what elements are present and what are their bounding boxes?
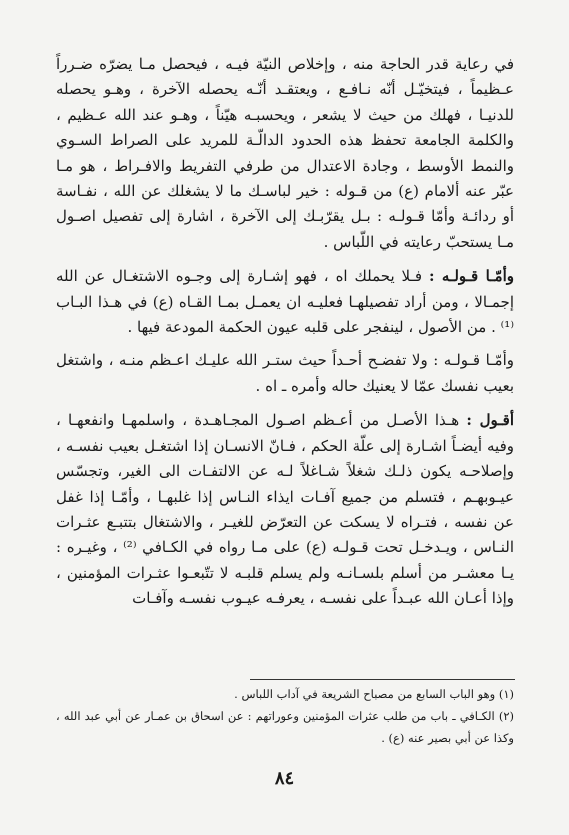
paragraph-2-text: فـلا يحملك اه ، فهو إشـارة إلى وجـوه الاشتغـال عن الله إجمـالا ، ومن أراد تفصيلهـا فعليـه ان يعمـل بمـا القـاه (ع) في هـذا البـاب ⁽¹⁾ . من الأصول ، لينفجر على قلبه عيون الحكمة المودعة فيها . — [56, 267, 514, 337]
paragraph-1 — [56, 52, 514, 255]
page-number: ٨٤ — [274, 768, 295, 789]
footnotes — [56, 683, 514, 749]
main-text — [56, 52, 514, 612]
footnote-divider — [250, 679, 515, 680]
paragraph-4 — [56, 408, 514, 611]
paragraph-2 — [56, 264, 514, 340]
paragraph-4-text: هـذا الأصـل من أعـظم اصـول المجـاهـدة ، واسلمهـا وانفعهـا ، وفيه أيضـاً اشـارة إلى علّة الحكم ، فـانّ الانسـان إذا اشتغـل بعيب نفسـه ، وإصلاحـه يكون ذلـك شغلاً شـاغلاً لـه عن الالتفـات الى الغير، وتجسّس عيـوبهـم ، فتسلم من جميع آفـات ايذاء النـاس إذا غلبهـا ، وأمّـا إذا غفل عن نفسه ، فتـراه لا يسكت عن التعرّض للغيـر ، والاشتغال بتتبـع عثـرات النـاس ، ويـدخـل تحت قـولـه (ع) على مـا رواه في الكـافي ⁽²⁾ ، وغيـره : يـا معشـر من أسلم بلسـانـه ولم يسلم قلبـه لا تتّبعـوا عثـرات المؤمنين ، وإذا أعـان الله عبـداً على نفسـه ، يعرفـه عيـوب نفسـه وآفـات — [56, 411, 514, 608]
paragraph-1-text: في رعاية قدر الحاجة منه ، وإخلاص النيّة فيـه ، فيحصل مـا يضرّه ضـرراً عـظيماً ، فيتخيّـل أنّه نـافـع ، ويعتقـد أنّـه يحصله الآخرة ، وهـو يحصله للدنيـا ، فهلك من حيث لا يشعر ، ويحسبـه هيّناً ، وهـو عند الله عـظيم ، والكلمة الجامعة تحفظ هذه الحدود الدالّـة للمريد على الصراط السـوي والنمط الأوسط ، وجادة الاعتدال من طرفي التفريط والافـراط ، هو مـا عبّر عنه ألامام (ع) من قـوله : خير لباسـك ما لا يشغلك عن الله ، نفـاسة أو ردائـة وأمّا قـولـه : بـل يقرّبـك إلى الآخرة ، اشارة إلى تفصيل اصـول مـا يستحبّ رعايته في اللّباس . — [56, 55, 514, 251]
paragraph-2-lead: وأمّـا قـولـه : — [428, 267, 514, 286]
paragraph-3 — [56, 348, 514, 399]
footnote-1: (١) وهو الباب السابع من مصباح الشريعة في آداب اللباس . — [234, 687, 514, 701]
paragraph-4-lead: أقـول : — [466, 411, 514, 430]
footnote-2: (٢) الكـافي ـ باب من طلب عثرات المؤمنين وعوراتهم : عن اسحاق بن عمـار عن أبي عبد الله ، وكذا عن أبي بصير عنه (ع) . — [56, 709, 514, 745]
paragraph-3-text: وأمّـا قـولـه : ولا تفضـح أحـداً حيث ستـر الله عليـك اعـظم منـه ، واشتغل بعيب نفسك عمّا لا يعنيك حاله وأمره ـ اه . — [56, 351, 514, 395]
